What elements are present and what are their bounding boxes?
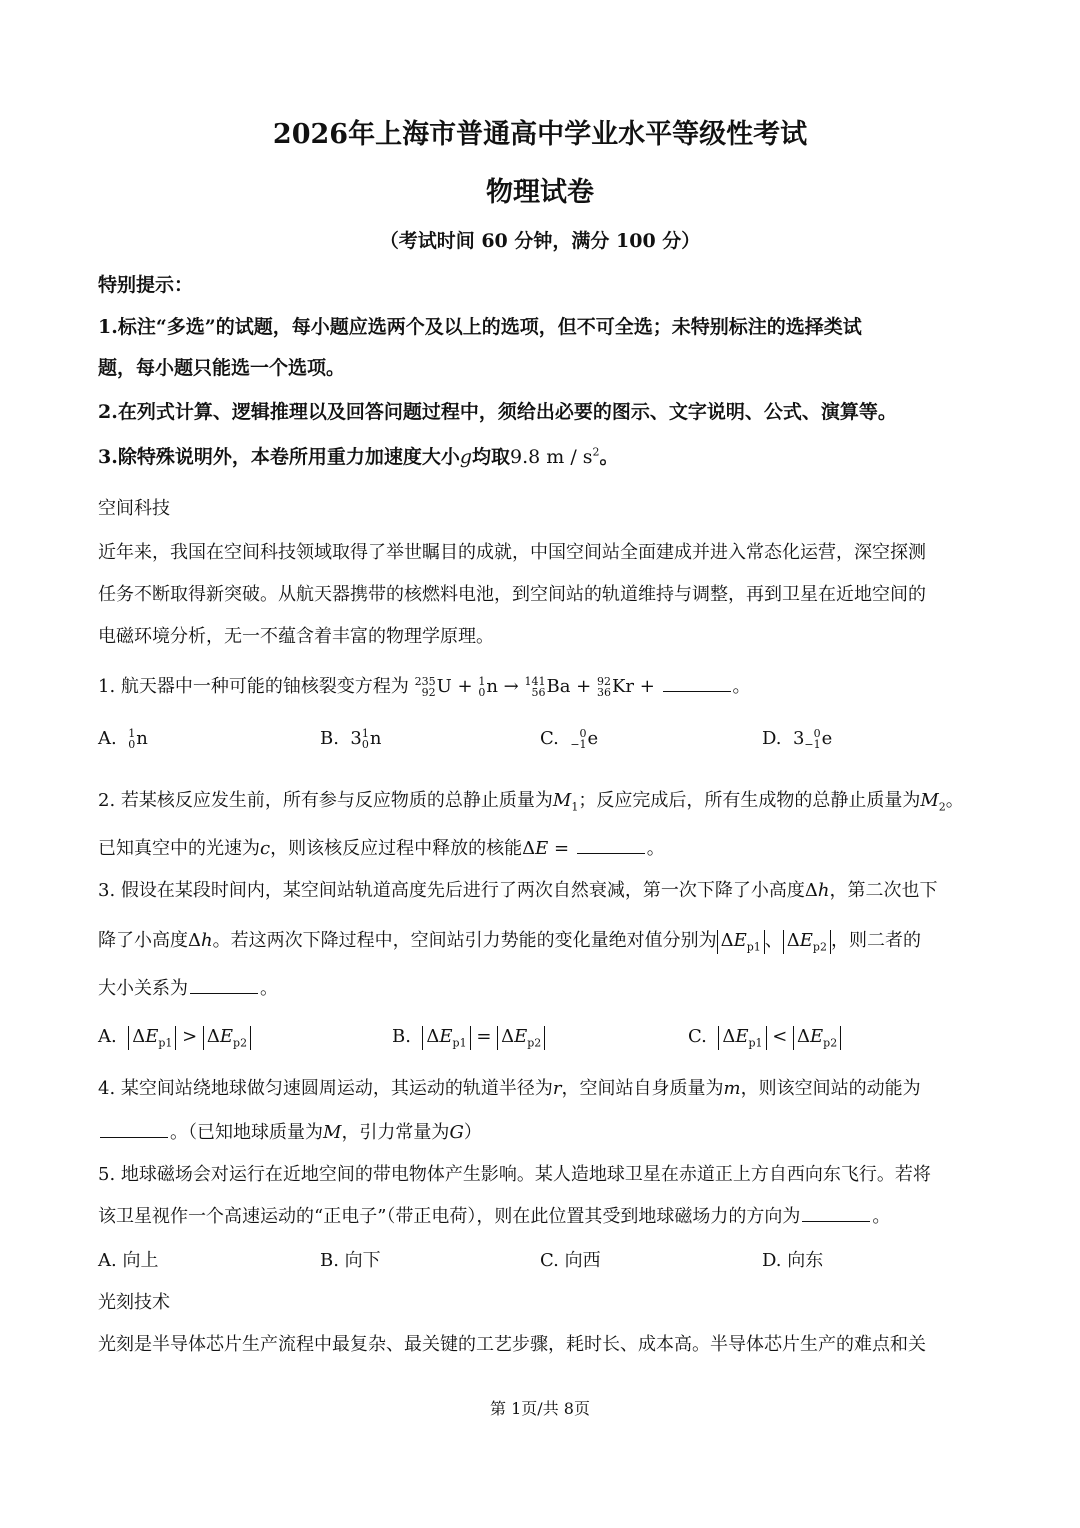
- q5-option-a: A. 向上: [98, 1250, 159, 1271]
- q3-option-b: B. $\Delta E_{p1} = \Delta E_{p2}$: [392, 1026, 545, 1050]
- q3-option-c: C. $\Delta E_{p1} < \Delta E_{p2}$: [688, 1026, 841, 1050]
- tip-3: 3.除特殊说明外，本卷所用重力加速度大小g均取9.8 m / $s^2$。: [98, 445, 619, 468]
- question-5-line-2: 该卫星视作一个高速运动的“正电子”（带正电荷），则在此位置其受到地球磁场力的方向为 。: [98, 1206, 891, 1227]
- question-2-line-1: 2. 若某核反应发生前，所有参与反应物质的总静止质量为$M_1$；反应完成后，所有生成物的总静止质量为$M_2$。: [98, 790, 964, 814]
- question-5-line-1: 5. 地球磁场会对运行在近地空间的带电物体产生影响。某人造地球卫星在赤道正上方自西向东飞行。若将: [98, 1164, 931, 1185]
- q1-option-a: A. 1 0 n: [98, 727, 148, 751]
- question-1: 1. 航天器中一种可能的铀核裂变方程为 235 92 U + 1 0 n → 141 56 Ba + 92 36 Kr + 。: [98, 675, 751, 699]
- q1-option-d: D. 3 0 −1 e: [762, 727, 833, 751]
- q5-option-c: C. 向西: [540, 1250, 601, 1271]
- answer-blank: [100, 1136, 168, 1138]
- tip-1-line-1: 1.标注“多选”的试题，每小题应选两个及以上的选项，但不可全选；未特别标注的选择类试: [98, 316, 862, 338]
- tip-2: 2.在列式计算、逻辑推理以及回答问题过程中，须给出必要的图示、文字说明、公式、演算等。: [98, 401, 897, 423]
- answer-blank: [663, 690, 731, 692]
- q5-option-d: D. 向东: [762, 1250, 824, 1271]
- section1-intro-line-1: 近年来，我国在空间科技领域取得了举世瞩目的成就，中国空间站全面建成并进入常态化运营，深空探测: [98, 542, 926, 563]
- answer-blank: [802, 1220, 870, 1222]
- section-lithography: 光刻技术: [98, 1292, 170, 1313]
- question-4-line-2: 。（已知地球质量为M，引力常量为G）: [98, 1118, 482, 1144]
- question-4-line-1: 4. 某空间站绕地球做匀速圆周运动，其运动的轨道半径为r，空间站自身质量为m，则该空间站的动能为: [98, 1078, 921, 1099]
- q5-option-b: B. 向下: [320, 1250, 381, 1271]
- section1-intro-line-2: 任务不断取得新突破。从航天器携带的核燃料电池，到空间站的轨道维持与调整，再到卫星在近地空间的: [98, 584, 926, 605]
- question-2-line-2: 已知真空中的光速为c，则该核反应过程中释放的核能ΔE = 。: [98, 838, 665, 859]
- exam-info: （考试时间 60 分钟，满分 100 分）: [379, 230, 701, 252]
- section1-intro-line-3: 电磁环境分析，无一不蕴含着丰富的物理学原理。: [98, 626, 494, 647]
- section-space-tech: 空间科技: [98, 498, 170, 519]
- page-number: 第 1页/共 8页: [490, 1399, 590, 1418]
- answer-blank: [577, 852, 645, 854]
- q1-option-b: B. 3 1 0 n: [320, 727, 382, 751]
- question-3-line-3: 大小关系为 。: [98, 978, 278, 999]
- answer-blank: [190, 992, 258, 994]
- tips-heading: 特别提示：: [98, 274, 194, 296]
- q1-option-c: C. 0 −1 e: [540, 727, 599, 751]
- section2-intro-line-1: 光刻是半导体芯片生产流程中最复杂、最关键的工艺步骤，耗时长、成本高。半导体芯片生产的难点和关: [98, 1334, 926, 1355]
- q3-option-a: A. $\Delta E_{p1} > \Delta E_{p2}$: [98, 1026, 251, 1050]
- question-3-line-1: 3. 假设在某段时间内，某空间站轨道高度先后进行了两次自然衰减，第一次下降了小高度Δh，第二次也下: [98, 880, 938, 901]
- subject-title: 物理试卷: [486, 177, 594, 208]
- exam-title: 2026年上海市普通高中学业水平等级性考试: [272, 119, 808, 150]
- tip-1-line-2: 题，每小题只能选一个选项。: [98, 357, 346, 379]
- question-3-line-2: 降了小高度Δh。若这两次下降过程中，空间站引力势能的变化量绝对值分别为 $\Delta E_{p1}$ 、 $\Delta E_{p2}$ ，则二者的: [98, 930, 921, 954]
